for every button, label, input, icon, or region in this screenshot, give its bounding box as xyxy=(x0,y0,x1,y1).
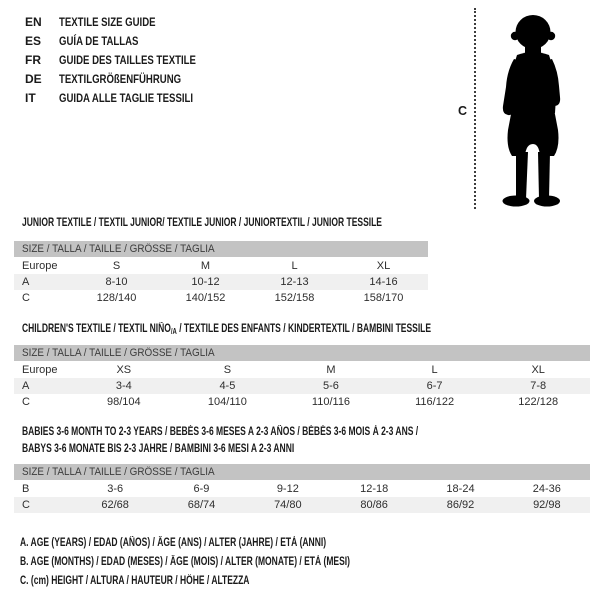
size-cell: M xyxy=(326,364,336,376)
language-label: GUIDA ALLE TAGLIE TESSILI xyxy=(59,90,194,105)
row-label: C xyxy=(22,292,30,304)
value-cell: 116/122 xyxy=(415,396,455,408)
language-row-it xyxy=(25,88,230,107)
value-cell: 4-5 xyxy=(219,380,236,392)
babies-size-table xyxy=(14,464,590,513)
size-cell: XL xyxy=(531,364,545,376)
language-label: GUÍA DE TALLAS xyxy=(59,33,139,48)
legend-line-a: A. AGE (YEARS) / EDAD (AÑOS) / ÂGE (ANS) / ALTER (JAHRE) / ETÀ (ANNI) xyxy=(20,537,327,549)
size-cell: L xyxy=(431,364,438,376)
children-table-title: CHILDREN'S TEXTILE / TEXTIL $NIÑO_{/A}$ / TEXTILE DES ENFANTS / KINDERTEXTIL / BAMBINI TESSILE xyxy=(22,323,432,336)
junior-table-title: JUNIOR TEXTILE / TEXTIL JUNIOR/ TEXTILE JUNIOR / JUNIORTEXTIL / JUNIOR TESSILE xyxy=(22,217,382,229)
size-cell: M xyxy=(200,260,211,272)
size-header-bar xyxy=(14,241,428,257)
height-dashed-line xyxy=(474,8,476,209)
size-cell: L xyxy=(291,260,298,272)
row-label: A xyxy=(22,380,30,392)
value-cell: 158/170 xyxy=(363,292,404,304)
value-cell: 140/152 xyxy=(185,292,226,304)
language-row-fr xyxy=(25,50,230,69)
size-header-bar xyxy=(14,464,590,480)
value-cell: 68/74 xyxy=(187,499,216,511)
value-cell: 62/68 xyxy=(101,499,129,511)
language-label: TEXTILGRÖßENFÜHRUNG xyxy=(59,71,182,86)
table-row-age xyxy=(14,378,590,394)
legend-line-b: B. AGE (MONTHS) / EDAD (MESES) / ÂGE (MOIS) / ALTER (MONATE) / ETÀ (MESI) xyxy=(20,556,350,568)
language-code: ES xyxy=(25,33,42,48)
row-label: A xyxy=(22,276,30,288)
size-cell: XS xyxy=(116,364,132,376)
measure-label-c: C xyxy=(458,104,468,118)
value-cell: 18-24 xyxy=(446,483,475,495)
value-cell: 128/140 xyxy=(96,292,137,304)
size-cell: XL xyxy=(376,260,391,272)
value-cell: 5-6 xyxy=(323,380,339,392)
value-cell: 92/98 xyxy=(533,499,561,511)
language-title-list xyxy=(25,12,230,107)
measure-legend xyxy=(20,534,466,591)
legend-line-c: C. (cm) HEIGHT / ALTURA / HAUTEUR / HÖHE / ALTEZZA xyxy=(20,575,250,587)
value-cell: 3-4 xyxy=(115,380,132,392)
value-cell: 6-7 xyxy=(426,380,443,392)
size-header-label: SIZE / TALLA / TAILLE / GRÖSSE / TAGLIA xyxy=(22,243,215,255)
value-cell: 14-16 xyxy=(369,276,398,288)
value-cell: 12-18 xyxy=(360,483,389,495)
value-cell: 80/86 xyxy=(360,499,388,511)
table-row-age xyxy=(14,274,428,290)
children-size-table xyxy=(14,345,590,410)
value-cell: 110/116 xyxy=(311,396,351,408)
language-code: EN xyxy=(25,14,42,29)
title-subscript: /A xyxy=(170,327,177,336)
language-code: DE xyxy=(25,71,42,86)
language-row-de xyxy=(25,69,230,88)
language-code: IT xyxy=(25,90,36,105)
value-cell: 122/128 xyxy=(518,396,559,408)
table-row-europe xyxy=(14,362,590,378)
height-measure-figure xyxy=(450,6,596,214)
row-label: Europe xyxy=(22,364,58,376)
baby-silhouette-icon xyxy=(483,9,579,211)
babies-table-title: BABIES 3-6 MONTH TO 2-3 YEARS / BEBÉS 3-6 MESES A 2-3 AÑOS / BÉBÉS 3-6 MOIS À 2-3 ANS / BABYS 3-6 MONATE BIS 2-3 JAHRE / BAMBINI 3-6 MESI A 2-3 ANNI xyxy=(22,426,419,455)
value-cell: 24-36 xyxy=(532,483,561,495)
language-label: GUIDE DES TAILLES TEXTILE xyxy=(59,52,196,67)
language-row-es xyxy=(25,31,230,50)
table-row-height xyxy=(14,497,590,513)
value-cell: 152/158 xyxy=(274,292,315,304)
value-cell: 6-9 xyxy=(193,483,210,495)
value-cell: 3-6 xyxy=(107,483,124,495)
value-cell: 8-10 xyxy=(105,276,128,288)
size-header-label: SIZE / TALLA / TAILLE / GRÖSSE / TAGLIA xyxy=(22,347,215,359)
language-row-en xyxy=(25,12,230,31)
value-cell: 86/92 xyxy=(446,499,475,511)
row-label: B xyxy=(22,483,30,495)
table-row-height xyxy=(14,394,590,410)
value-cell: 104/110 xyxy=(207,396,247,408)
size-cell: S xyxy=(112,260,121,272)
junior-size-table xyxy=(14,241,428,306)
row-label: C xyxy=(22,499,30,511)
value-cell: 10-12 xyxy=(191,276,220,288)
size-header-label: SIZE / TALLA / TAILLE / GRÖSSE / TAGLIA xyxy=(22,466,215,478)
table-row-height xyxy=(14,290,428,306)
value-cell: 12-13 xyxy=(280,276,309,288)
language-code: FR xyxy=(25,52,41,67)
table-row-months xyxy=(14,481,590,497)
value-cell: 9-12 xyxy=(276,483,299,495)
row-label: C xyxy=(22,396,30,408)
size-cell: S xyxy=(223,364,232,376)
table-row-europe xyxy=(14,258,428,274)
language-label: TEXTILE SIZE GUIDE xyxy=(59,14,156,29)
value-cell: 98/104 xyxy=(106,396,141,408)
value-cell: 7-8 xyxy=(530,380,547,392)
size-header-bar xyxy=(14,345,590,361)
row-label: Europe xyxy=(22,260,58,272)
value-cell: 74/80 xyxy=(274,499,302,511)
